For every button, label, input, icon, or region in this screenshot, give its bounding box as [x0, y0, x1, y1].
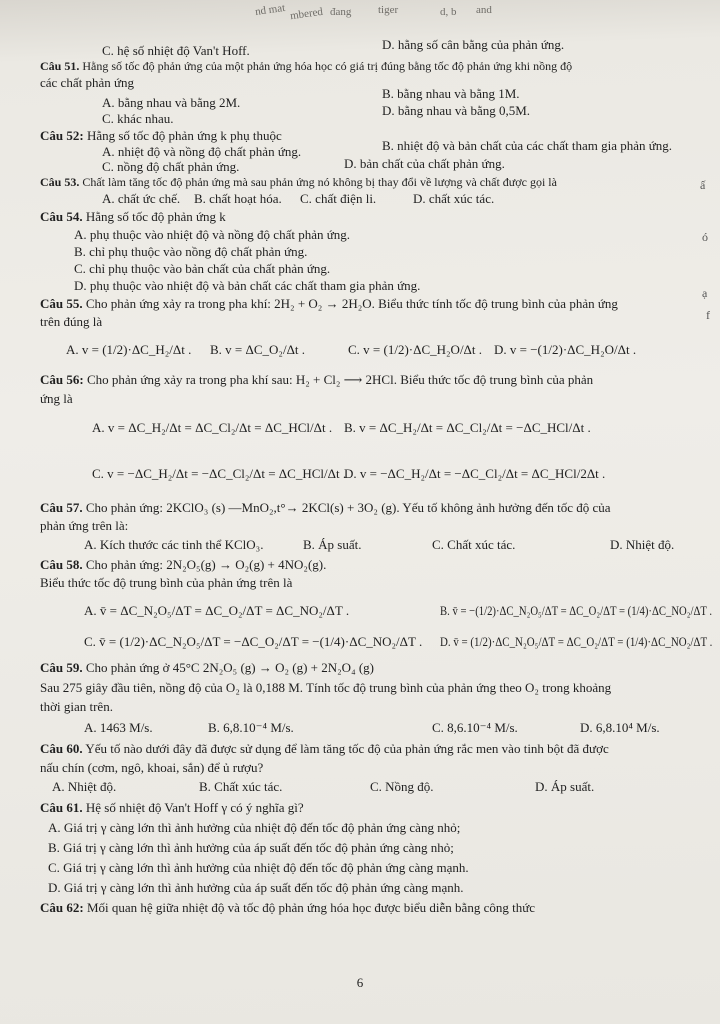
- answer-option: D. Nhiệt độ.: [610, 537, 675, 552]
- question-text: Câu 61. Hệ số nhiệt độ Van't Hoff γ có ý nghĩa gì?: [40, 800, 304, 815]
- answer-option: B. nhiệt độ và bản chất của các chất tham gia phản ứng.: [382, 138, 673, 153]
- answer-option: C. Chất xúc tác.: [432, 537, 516, 552]
- header-fragment: đang: [330, 6, 352, 18]
- question-label: Câu 57.: [40, 500, 83, 515]
- question-label: Câu 55.: [40, 296, 83, 311]
- answer-option: A. nhiệt độ và nồng độ chất phản ứng.: [102, 144, 302, 159]
- question-text: Câu 51. Hằng số tốc độ phản ứng của một phản ứng hóa học có giá trị đúng bằng tốc độ phản ứng khi nồng độ: [40, 59, 573, 73]
- answer-formula: B. v = ΔC_O₂/Δt .: [210, 342, 306, 357]
- answer-option: B. 6,8.10⁻⁴ M/s.: [208, 720, 294, 735]
- answer-formula: C. v = (1/2)·ΔC_H₂O/Δt .: [348, 342, 483, 357]
- answer-option: D. 6,8.10⁴ M/s.: [580, 720, 660, 735]
- answer-option: C. chất điện li.: [300, 191, 377, 206]
- answer-option: C. Nồng độ.: [370, 779, 434, 794]
- answer-option: D. hằng số cân bằng của phản ứng.: [382, 37, 565, 52]
- answer-formula: D. v̄ = (1/2)·ΔC_N₂O₅/ΔT = ΔC_O₂/ΔT = (1/4)·ΔC_NO₂/ΔT .: [440, 634, 713, 649]
- question-label: Câu 52:: [40, 128, 84, 143]
- answer-option: C. 8,6.10⁻⁴ M/s.: [432, 720, 518, 735]
- question-text: Câu 59. Cho phản ứng ở 45°C 2N₂O₅ (g) → O₂ (g) + 2N₂O₄ (g): [40, 660, 375, 675]
- question-text: Câu 55. Cho phản ứng xảy ra trong pha khí: 2H₂ + O₂ → 2H₂O. Biểu thức tính tốc độ trung bình của phản ứng: [40, 296, 618, 311]
- answer-option: C. Giá trị γ càng lớn thì ảnh hưởng của nhiệt độ đến tốc độ phản ứng càng mạnh.: [48, 860, 469, 875]
- margin-mark: ạ: [702, 286, 708, 300]
- answer-option: B. Áp suất.: [303, 537, 362, 552]
- answer-option: D. bằng nhau và bằng 0,5M.: [382, 103, 531, 118]
- answer-formula: B. v = ΔC_H₂/Δt = ΔC_Cl₂/Δt = −ΔC_HCl/Δt .: [344, 420, 591, 435]
- question-label: Câu 60.: [40, 741, 83, 756]
- answer-option: D. bản chất của chất phản ứng.: [344, 156, 505, 171]
- header-fragment: nd mat: [254, 1, 286, 19]
- answer-option: D. Áp suất.: [535, 779, 595, 794]
- answer-option: A. Kích thước các tinh thể KClO₃.: [84, 537, 264, 552]
- answer-option: B. chỉ phụ thuộc vào nồng độ chất phản ứng.: [74, 244, 308, 259]
- question-text: Biểu thức tốc độ trung bình của phản ứng trên là: [40, 575, 293, 590]
- margin-mark: ó: [702, 230, 708, 244]
- question-text: Câu 54. Hằng số tốc độ phản ứng k: [40, 209, 226, 224]
- answer-option: C. khác nhau.: [102, 111, 174, 126]
- question-text: Câu 60. Yếu tố nào dưới đây đã được sử dụng để làm tăng tốc độ của phản ứng rắc men vào tinh bột đã được: [40, 741, 609, 756]
- question-label: Câu 56:: [40, 372, 84, 387]
- question-text: Câu 56: Cho phản ứng xảy ra trong pha khí sau: H₂ + Cl₂ ⟶ 2HCl. Biểu thức tốc độ trung bình của phản: [40, 372, 594, 387]
- question-text: Câu 52: Hằng số tốc độ phản ứng k phụ thuộc: [40, 128, 282, 143]
- question-label: Câu 51.: [40, 59, 80, 73]
- answer-option: D. phụ thuộc vào nhiệt độ và bản chất các chất tham gia phản ứng.: [74, 278, 421, 293]
- question-text: ứng là: [40, 391, 73, 406]
- answer-formula: D. v = −ΔC_H₂/Δt = −ΔC_Cl₂/Δt = ΔC_HCl/2Δt .: [344, 466, 606, 481]
- header-fragment: tiger: [378, 4, 399, 16]
- answer-option: D. chất xúc tác.: [413, 191, 495, 206]
- question-text: Câu 62: Mối quan hệ giữa nhiệt độ và tốc độ phản ứng hóa học được biểu diễn bằng công thức: [40, 900, 536, 915]
- answer-option: C. chỉ phụ thuộc vào bản chất của chất phản ứng.: [74, 261, 331, 276]
- question-text: Sau 275 giây đầu tiên, nồng độ của O₂ là 0,188 M. Tính tốc độ trung bình của phản ứng theo O₂ trong khoảng: [40, 680, 612, 695]
- question-label: Câu 62:: [40, 900, 84, 915]
- answer-option: B. bằng nhau và bằng 1M.: [382, 86, 520, 101]
- answer-option: A. 1463 M/s.: [84, 720, 153, 735]
- question-label: Câu 54.: [40, 209, 83, 224]
- answer-option: B. Chất xúc tác.: [199, 779, 283, 794]
- page-number: 6: [356, 975, 364, 990]
- answer-formula: A. v = ΔC_H₂/Δt = ΔC_Cl₂/Δt = ΔC_HCl/Δt .: [92, 420, 333, 435]
- answer-formula: C. v = −ΔC_H₂/Δt = −ΔC_Cl₂/Δt = ΔC_HCl/Δt .: [92, 466, 347, 481]
- header-fragment: and: [476, 4, 492, 16]
- answer-formula: A. v = (1/2)·ΔC_H₂/Δt .: [66, 342, 192, 357]
- answer-option: A. bằng nhau và bằng 2M.: [102, 95, 241, 110]
- answer-formula: B. v̄ = −(1/2)·ΔC_N₂O₅/ΔT = ΔC_O₂/ΔT = (1/4)·ΔC_NO₂/ΔT .: [440, 603, 712, 618]
- answer-option: A. Nhiệt độ.: [52, 779, 117, 794]
- question-label: Câu 59.: [40, 660, 83, 675]
- answer-formula: C. v̄ = (1/2)·ΔC_N₂O₅/ΔT = −ΔC_O₂/ΔT = −(1/4)·ΔC_NO₂/ΔT .: [84, 634, 423, 649]
- question-text: thời gian trên.: [40, 699, 113, 714]
- answer-option: A. chất ức chế.: [102, 191, 181, 206]
- margin-mark: f: [706, 308, 710, 322]
- question-text: nấu chín (cơm, ngô, khoai, sắn) để ủ rượu?: [40, 760, 264, 775]
- answer-option: B. Giá trị γ càng lớn thì ảnh hưởng của áp suất đến tốc độ phản ứng càng nhỏ;: [48, 840, 454, 855]
- header-fragment: mbered: [289, 5, 324, 23]
- answer-option: D. Giá trị γ càng lớn thì ảnh hưởng của áp suất đến tốc độ phản ứng càng mạnh.: [48, 880, 464, 895]
- question-text: trên đúng là: [40, 314, 103, 329]
- answer-formula: A. v̄ = ΔC_N₂O₅/ΔT = ΔC_O₂/ΔT = ΔC_NO₂/ΔT .: [84, 603, 350, 618]
- question-label: Câu 53.: [40, 175, 80, 189]
- header-fragment: d, b: [440, 6, 457, 18]
- answer-option: A. Giá trị γ càng lớn thì ảnh hưởng của nhiệt độ đến tốc độ phản ứng càng nhỏ;: [48, 820, 461, 835]
- answer-option: C. hệ số nhiệt độ Van't Hoff.: [102, 43, 250, 58]
- question-text: các chất phản ứng: [40, 75, 135, 90]
- answer-option: B. chất hoạt hóa.: [194, 191, 282, 206]
- question-text: phản ứng trên là:: [40, 518, 129, 533]
- question-text: Câu 53. Chất làm tăng tốc độ phản ứng mà sau phản ứng nó không bị thay đổi về lượng và chất được gọi là: [40, 175, 557, 189]
- answer-option: C. nồng độ chất phản ứng.: [102, 159, 240, 174]
- question-label: Câu 58.: [40, 557, 83, 572]
- question-text: Câu 58. Cho phản ứng: 2N₂O₅(g) → O₂(g) + 4NO₂(g).: [40, 557, 327, 572]
- question-label: Câu 61.: [40, 800, 83, 815]
- question-text: Câu 57. Cho phản ứng: 2KClO₃ (s) —MnO₂,t°→ 2KCl(s) + 3O₂ (g). Yếu tố không ảnh hưởng đến tốc độ của: [40, 500, 611, 515]
- margin-mark: ấ: [700, 178, 706, 192]
- answer-option: A. phụ thuộc vào nhiệt độ và nồng độ chất phản ứng.: [74, 227, 351, 242]
- answer-formula: D. v = −(1/2)·ΔC_H₂O/Δt .: [494, 342, 637, 357]
